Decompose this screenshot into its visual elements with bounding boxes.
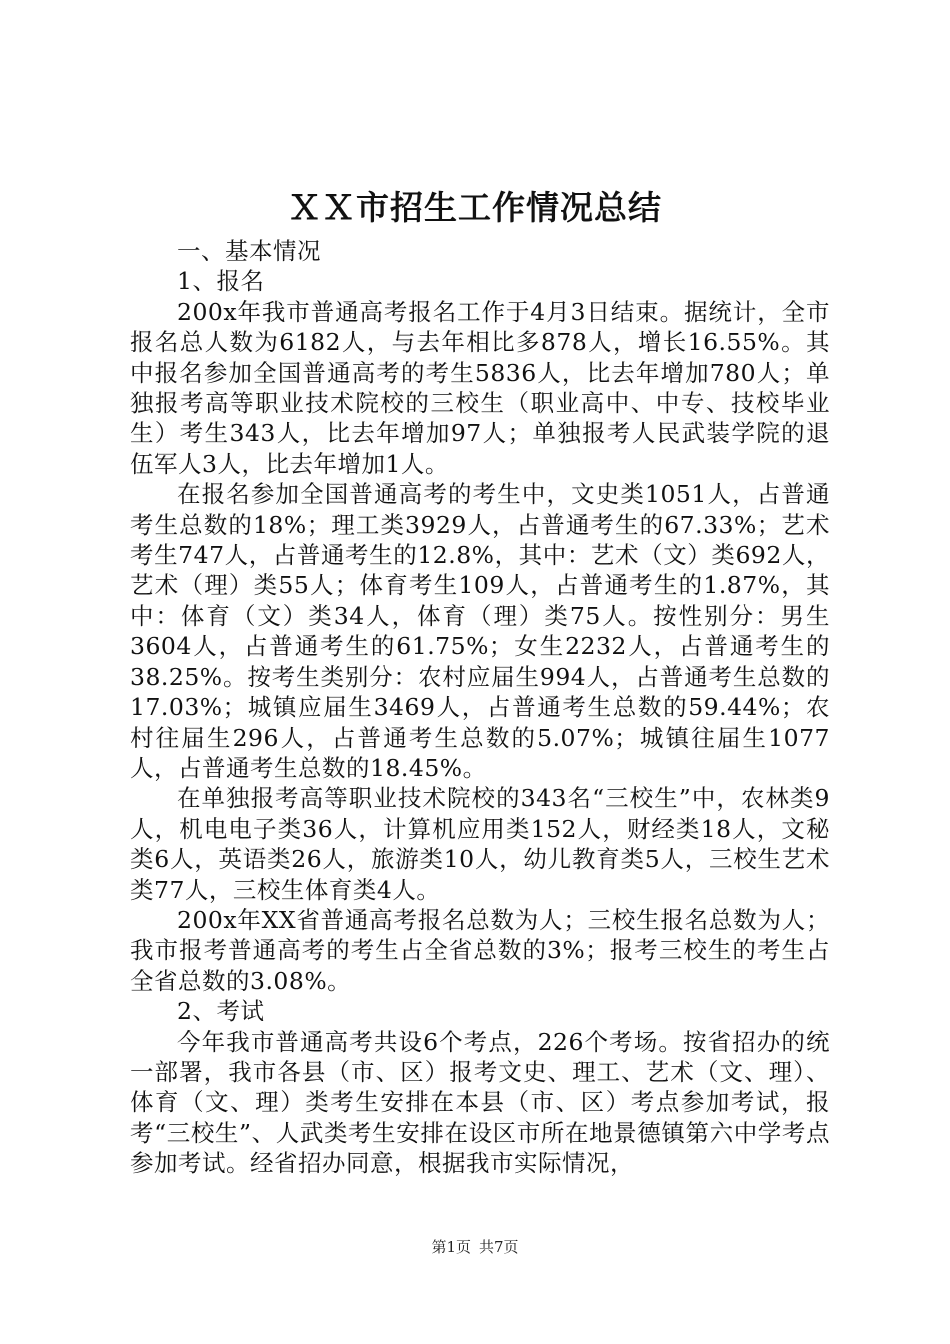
page-footer xyxy=(0,1237,950,1257)
page-total: 共7页 xyxy=(479,1238,519,1256)
document-body xyxy=(130,236,830,1179)
body-paragraph: 在单独报考高等职业技术院校的343名“三校生”中，农林类9人，机电电子类36人，计算机应用类152人，财经类18人，文秘类6人，英语类26人，旅游类10人，幼儿教育类5人，三校生艺术类77人，三校生体育类4人。 xyxy=(130,784,830,904)
body-paragraph: 200x年XX省普通高考报名总数为人；三校生报名总数为人；我市报考普通高考的考生占全省总数的3%；报考三校生的考生占全省总数的3.08%。 xyxy=(130,905,830,995)
body-paragraph: 在报名参加全国普通高考的考生中，文史类1051人，占普通考生总数的18%；理工类3929人，占普通考生的67.33%；艺术考生747人，占普通考生的12.8%，其中：艺术（文）类692人，艺术（理）类55人；体育考生109人，占普通考生的1.87%，其中：体育（文）类34人，体育（理）类75人。按性别分：男生3604人，占普通考生的61.75%；女生2232人，占普通考生的38.25%。按考生类别分：农村应届生994人，占普通考生总数的17.03%；城镇应届生3469人，占普通考生总数的59.44%；农村往届生296人，占普通考生总数的5.07%；城镇往届生1077人，占普通考生总数的18.45%。 xyxy=(130,480,830,782)
subsection-heading: 1、报名 xyxy=(177,267,265,296)
subsection-heading: 2、考试 xyxy=(177,997,265,1026)
section-heading: 一、基本情况 xyxy=(177,237,321,265)
page-number: 第1页 xyxy=(431,1238,471,1256)
body-paragraph: 200x年我市普通高考报名工作于4月3日结束。据统计，全市报名总人数为6182人，与去年相比多878人，增长16.55%。其中报名参加全国普通高考的考生5836人，比去年增加780人；单独报考高等职业技术院校的三校生（职业高中、中专、技校毕业生）考生343人，比去年增加97人；单独报考人民武装学院的退伍军人3人，比去年增加1人。 xyxy=(130,297,830,478)
document-title: ＸＸ市招生工作情况总结 xyxy=(288,188,662,227)
body-paragraph: 今年我市普通高考共设6个考点，226个考场。按省招办的统一部署，我市各县（市、区）报考文史、理工、艺术（文、理）、体育（文、理）类考生安排在本县（市、区）考点参加考试，报考“三校生”、人武类考生安排在设区市所在地景德镇第六中学考点参加考试。经省招办同意，根据我市实际情况， xyxy=(130,1027,830,1178)
